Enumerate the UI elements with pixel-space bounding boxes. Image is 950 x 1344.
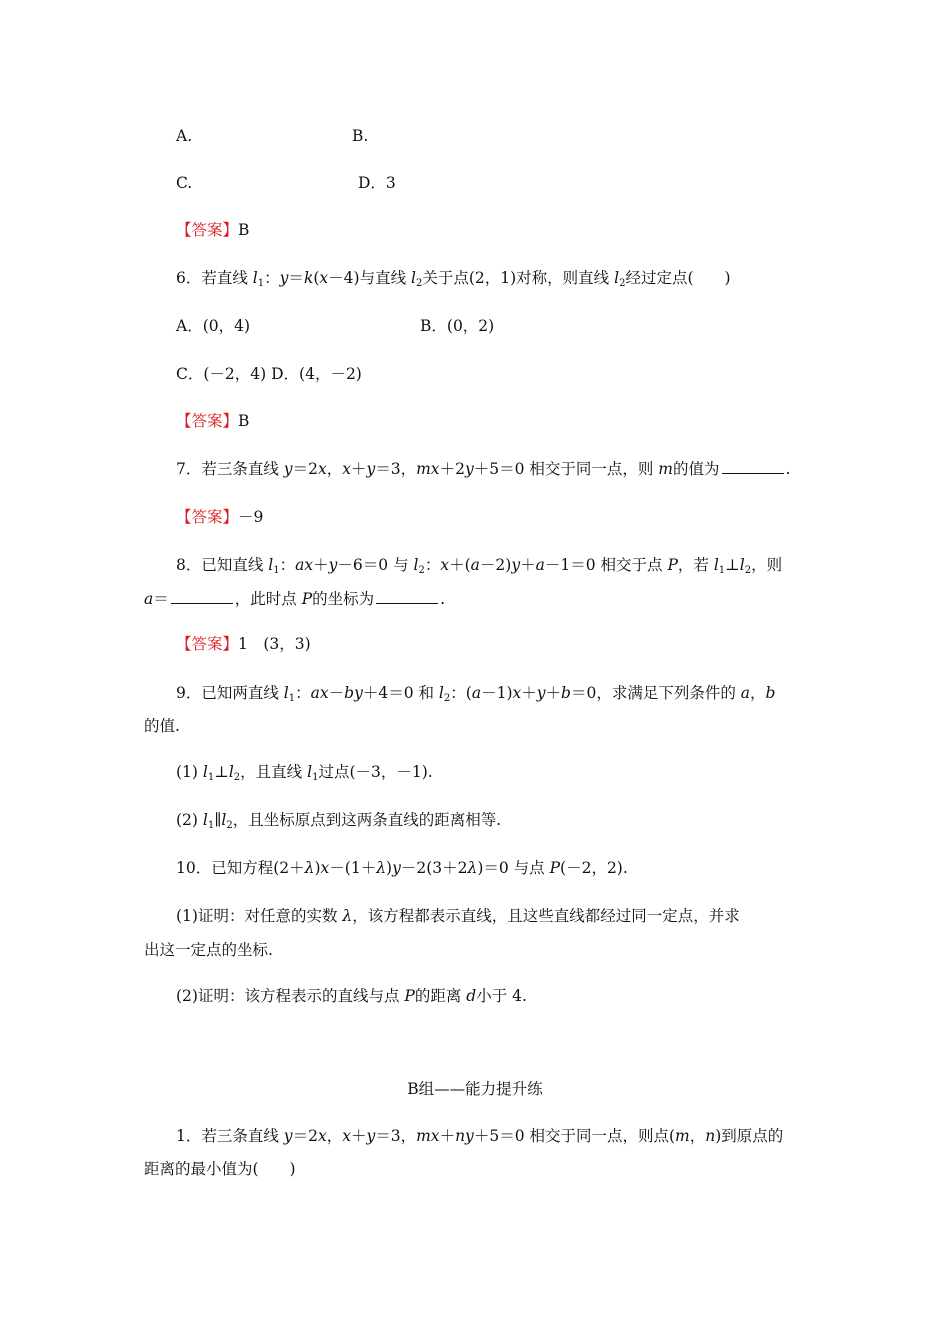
q6-answer (176, 411, 249, 431)
answer-tag: 【答案】 (176, 412, 239, 430)
q8-answer (176, 634, 311, 654)
q10-part1-line1: (1)证明：对任意的实数 λ，该方程都表示直线，且这些直线都经过同一定点，并求 (176, 907, 740, 925)
q5-option-b: B. (352, 127, 369, 145)
q6-option-cd: C．(－2，4) D．(4，－2) (176, 365, 362, 383)
answer-blank (376, 589, 438, 604)
q9-stem-line2: 的值. (144, 717, 180, 735)
answer-tag: 【答案】 (176, 508, 239, 526)
answer-blank (722, 459, 784, 474)
q5-option-c: C. (176, 174, 193, 192)
q6-option-a: A．(0，4) (176, 317, 251, 335)
answer-value: B (238, 412, 250, 430)
q9-part2: (2) $l_1\parallel l_2$，且坐标原点到这两条直线的距离相等. (176, 811, 502, 831)
group-b-title: B组——能力提升练 (407, 1080, 543, 1098)
q10-part2: (2)证明：该方程表示的直线与点 P的距离 d小于 4. (176, 987, 527, 1005)
answer-tag: 【答案】 (176, 221, 239, 239)
q8-stem-line1: 8．已知直线 $l_1$：ax＋y－6＝0 与 $l_2$：x＋(a－2)y＋a－1＝0 相交于点 P，若 $l_1\perp l_2$，则 (176, 556, 783, 576)
answer-value: 1 (3，3) (238, 635, 311, 653)
answer-value: －9 (238, 508, 264, 526)
q9-part1: (1) $l_1\perp l_2$，且直线 $l_1$过点(－3，－1). (176, 763, 433, 783)
q7-answer (176, 507, 263, 527)
q6-option-b: B．(0，2) (420, 317, 495, 335)
answer-tag: 【答案】 (176, 635, 239, 653)
q5-option-d: D．3 (358, 174, 396, 192)
answer-blank (171, 589, 233, 604)
q5-option-a: A. (176, 127, 193, 145)
q10-stem: 10．已知方程(2＋λ)x－(1＋λ)y－2(3＋2λ)＝0 与点 P(－2，2). (176, 859, 628, 877)
b-q1-stem-line2: 距离的最小值为( ) (144, 1160, 296, 1178)
q5-answer (176, 220, 249, 240)
answer-value: B (238, 221, 250, 239)
q10-part1-line2: 出这一定点的坐标. (144, 941, 273, 959)
q8-stem-line2: a＝ ，此时点 P的坐标为 . (144, 590, 446, 608)
q7-stem: 7．若三条直线 y＝2x，x＋y＝3，mx＋2y＋5＝0 相交于同一点，则 m的值为 . (176, 460, 791, 478)
q6-stem: 6．若直线 $l_1$：y＝k(x－4)与直线 $l_2$关于点(2，1)对称，则直线 $l_2$经过定点( ) (176, 269, 731, 289)
b-q1-stem-line1: 1．若三条直线 y＝2x，x＋y＝3，mx＋ny＋5＝0 相交于同一点，则点(m，n)到原点的 (176, 1127, 784, 1145)
q9-stem-line1: 9．已知两直线 $l_1$：ax－by＋4＝0 和 $l_2$：(a－1)x＋y＋b＝0，求满足下列条件的 a，b (176, 684, 776, 704)
